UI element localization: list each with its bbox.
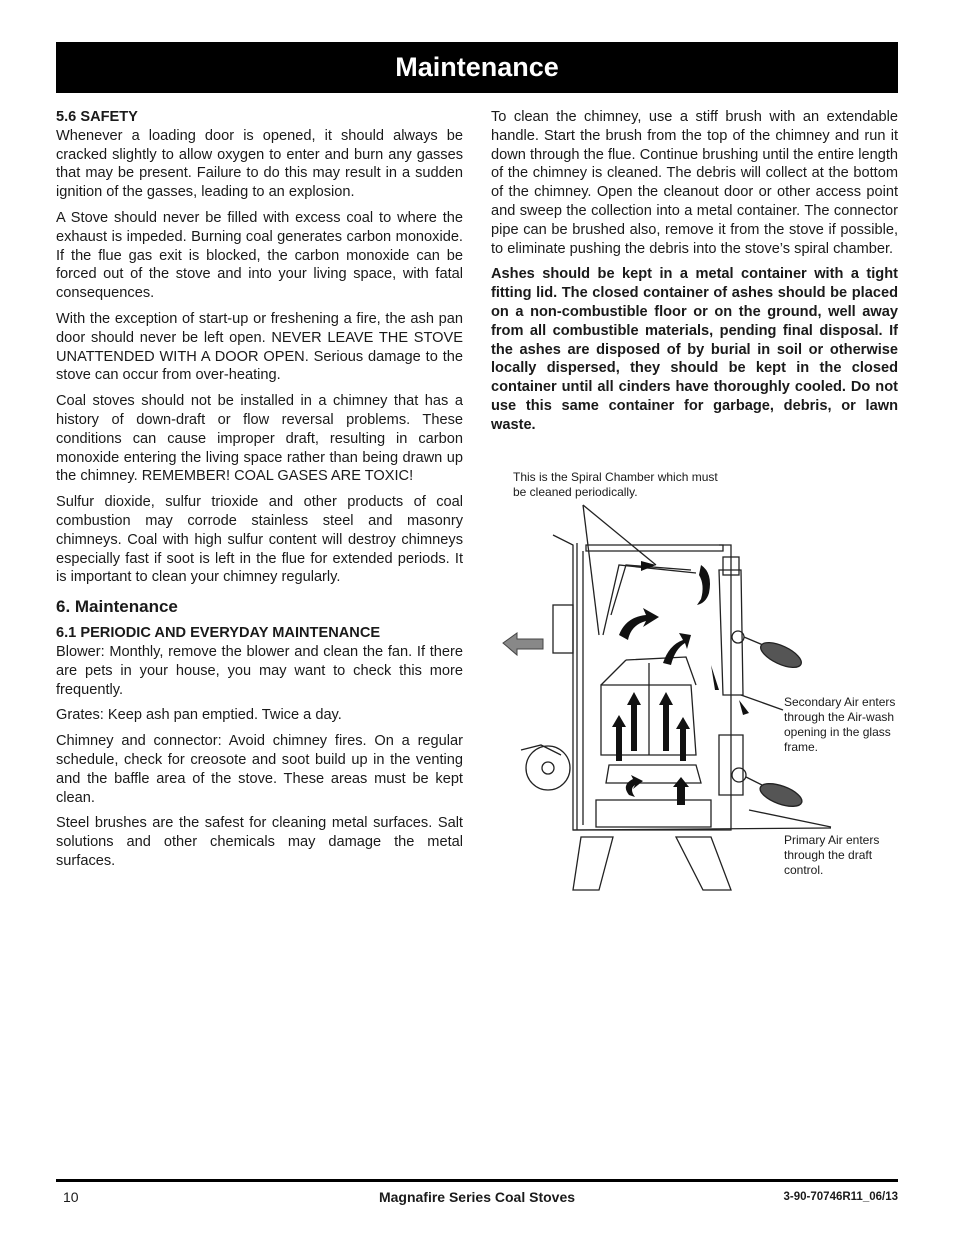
- right-column: [491, 108, 898, 442]
- spiral-leader-line-2: [583, 505, 599, 635]
- primary-air-caption: Primary Air enters through the draft control.: [784, 833, 880, 877]
- left-column: [56, 108, 463, 878]
- stove-airflow-diagram: [491, 465, 911, 895]
- safety-paragraph-3: With the exception of start-up or freshening a fire, the ash pan door should never be left open. NEVER LEAVE THE STOVE UNATTENDED WITH A DOOR OPEN. Serious damage to the stove can occur from over-heating.: [56, 310, 463, 384]
- title-bar: [56, 42, 898, 93]
- ashes-warning-paragraph: Ashes should be kept in a metal container with a tight fitting lid. The closed container of ashes should be placed on a non-combustible floor or on the ground, well away from all combustible materials, pending final disposal. If the ashes are disposed of by burial in soil or otherwise locally dispersed, they should be kept in the closed container until all cinders have thoroughly cooled. Do not use this same container for garbage, debris, or lawn waste.: [491, 266, 898, 433]
- chimney-connector-paragraph: Chimney and connector: Avoid chimney fires. On a regular schedule, check for creosote and soot build up in the venting and the baffle area of the stove. These areas must be kept clean.: [56, 733, 463, 806]
- safety-paragraph-2: A Stove should never be filled with excess coal to where the exhaust is impeded. Burning coal generates carbon monoxide. If the flue gas exit is blocked, the carbon monoxide can be forced out of the stove and into your living space, with fatal consequences.: [56, 209, 463, 302]
- spiral-chamber-baffle: [611, 565, 691, 615]
- blower-wheel: [526, 746, 570, 790]
- safety-paragraph-1: Whenever a loading door is opened, it should always be cracked slightly to allow oxygen to enter and burn any gasses that may be present. Failure to do this may result in a sudden ignition of the gasses, leading to an explosion.: [56, 127, 463, 201]
- secondary-air-caption: Secondary Air enters through the Air-wash opening in the glass frame.: [784, 695, 896, 754]
- footer-rule: [56, 1179, 898, 1182]
- side-panel: [553, 605, 573, 653]
- ash-pan: [596, 800, 711, 827]
- safety-paragraph-4: Coal stoves should not be installed in a chimney that has a history of down-draft or flow reversal problems. These conditions can cause improper draft, resulting in carbon monoxide entering the living space rather than being drawn up the chimney. REMEMBER! COAL GASES ARE TOXIC!: [56, 393, 463, 485]
- spiral-leader-line-1: [583, 505, 656, 565]
- left-leg: [573, 837, 613, 890]
- safety-heading: 5.6 SAFETY: [56, 109, 138, 125]
- chimney-cleaning-paragraph: To clean the chimney, use a stiff brush with an extendable handle. Start the brush from the top of the chimney and run it down through the flue. Continue brushing until the entire length of the chimney is cleaned. The debris will collect at the bottom of the chimney. Open the cleanout door or other access point and sweep the collection into a metal container. The connector pipe can be brushed also, remove it from the stove if possible, to eliminate pushing the debris into the stove’s spiral chamber.: [491, 109, 898, 257]
- periodic-maintenance-heading: 6.1 PERIODIC AND EVERYDAY MAINTENANCE: [56, 625, 381, 642]
- top-plate: [586, 545, 723, 551]
- safety-paragraph-5: Sulfur dioxide, sulfur trioxide and other products of coal combustion may corrode stainless steel and masonry chimneys. Coal with high sulfur content will destroy chimneys especially fast if soot is left in the flue for extended periods. It is important to clean your chimney regularly.: [56, 494, 463, 586]
- flue-exit-arrow: [503, 633, 543, 655]
- primary-air-leader: [749, 810, 831, 827]
- steel-brushes-paragraph: Steel brushes are the safest for cleaning metal surfaces. Salt solutions and other chemicals may damage the metal surfaces.: [56, 815, 463, 869]
- page-number: 10: [63, 1189, 79, 1205]
- grates-paragraph: Grates: Keep ash pan emptied. Twice a day.: [56, 707, 342, 724]
- maintenance-heading: 6. Maintenance: [56, 597, 178, 617]
- footer-title: Magnafire Series Coal Stoves: [378, 1189, 576, 1205]
- right-leg: [676, 837, 731, 890]
- document-code: 3-90-70746R11_06/13: [783, 1191, 898, 1203]
- secondary-air-leader: [741, 695, 783, 710]
- stove-cutaway-drawing: [491, 465, 911, 895]
- spiral-chamber-caption: This is the Spiral Chamber which must be cleaned periodically.: [513, 470, 718, 499]
- page-title: Maintenance: [395, 52, 559, 82]
- airflow-arrows: [612, 561, 749, 805]
- grate: [606, 765, 701, 783]
- blower-paragraph: Blower: Monthly, remove the blower and clean the fan. If there are pets in your house, you may want to check this more frequently.: [56, 643, 463, 698]
